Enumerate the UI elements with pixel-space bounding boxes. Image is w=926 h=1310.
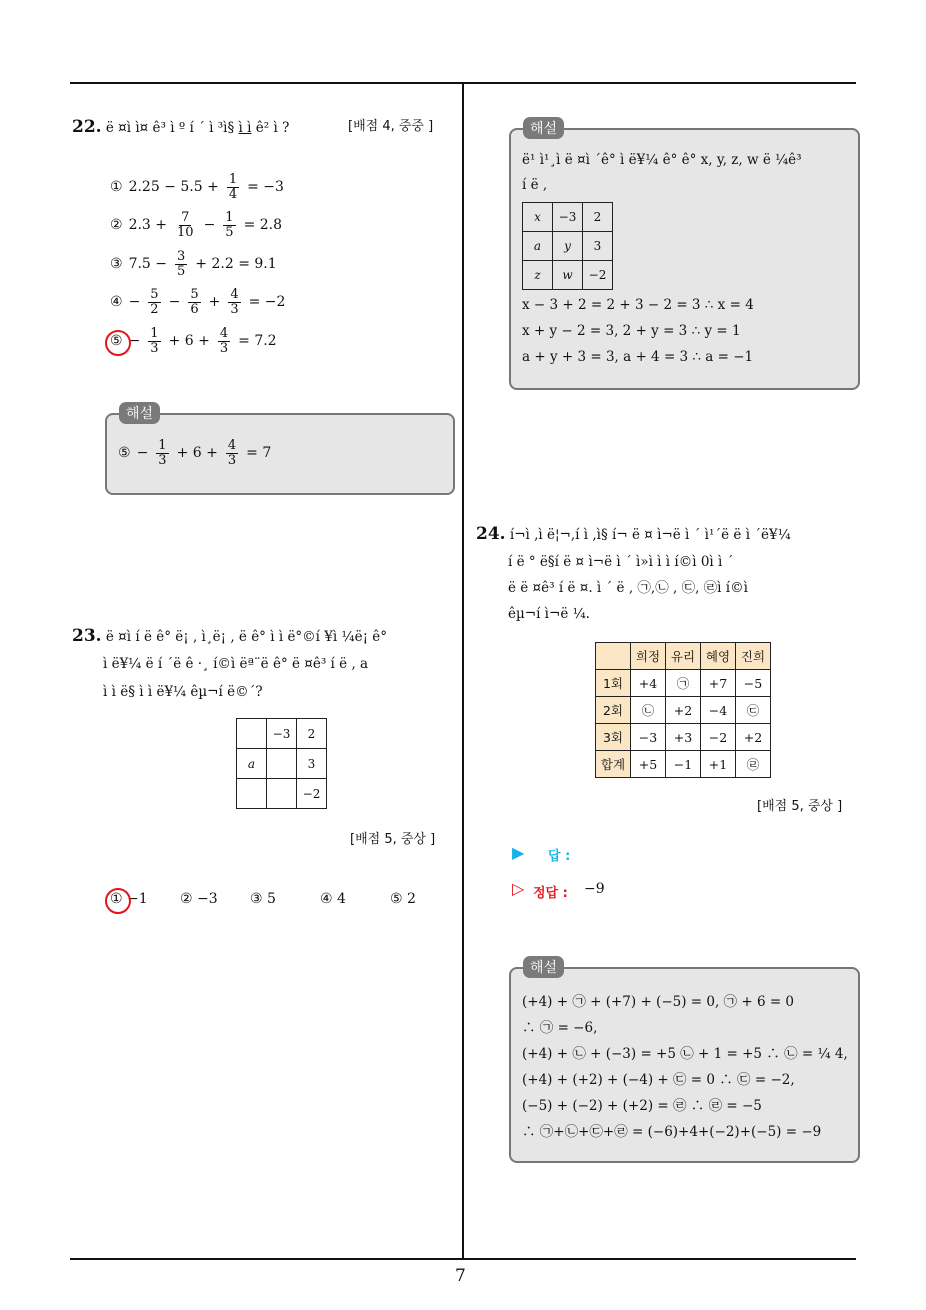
sol23-grid: x −3 2 a y 3 z w −2 xyxy=(522,202,613,290)
q22-solution: ⑤ − $\frac{1}{3}$ + 6 + $\frac{4}{3}$ = 7 xyxy=(118,437,272,468)
sol23-eq-3: a + y + 3 = 3, a + 4 = 3 ∴ a = −1 xyxy=(522,349,754,365)
q24-number: 24. xyxy=(476,524,506,544)
q22-text-end: ê² ì ? xyxy=(255,120,290,136)
fraction: $\frac{5}{2}$ xyxy=(150,286,159,317)
sol24-line-2: ∴ ㉠ = −6, xyxy=(522,1020,598,1036)
fraction: $\frac{1}{3}$ xyxy=(150,325,159,356)
fraction: $\frac{5}{6}$ xyxy=(190,286,199,317)
q22-choice-4[interactable]: ④ − $\frac{5}{2}$ − $\frac{5}{6}$ + $\frac{4}{3}$ = −2 xyxy=(110,286,286,317)
triangle-outline-icon: ▷ xyxy=(512,879,525,898)
q23-choice-3[interactable]: ③ 5 xyxy=(250,891,276,907)
bottom-rule xyxy=(70,1258,856,1260)
q24-score-table xyxy=(595,642,771,778)
q23-line-3: ì ì ë§ ì ì ë¥¼ êµ¬í ë©´? xyxy=(103,684,263,700)
q24-line-4: êµ¬í ì¬ë ¼. xyxy=(508,606,590,622)
sol23-line-2: í ë , xyxy=(522,177,548,193)
sol23-eq-1: x − 3 + 2 = 2 + 3 − 2 = 3 ∴ x = 4 xyxy=(522,297,754,313)
q24-score: [배점 5, 중상 ] xyxy=(757,799,843,814)
answer-circle-mark xyxy=(105,888,131,914)
q23-number: 23. xyxy=(72,626,102,646)
q22-choice-5[interactable]: ⑤ − $\frac{1}{3}$ + 6 + $\frac{4}{3}$ = 7.2 xyxy=(110,325,277,356)
table-row: 2회 ㉡ +2 −4 ㉢ xyxy=(596,697,771,724)
fraction: $\frac{4}{3}$ xyxy=(227,437,237,468)
q23-choice-5[interactable]: ⑤ 2 xyxy=(390,891,416,907)
q23-choice-1[interactable]: ① −1 xyxy=(110,891,148,907)
q22-solution-tag: 해설 xyxy=(119,402,160,424)
sol23-eq-2: x + y − 2 = 3, 2 + y = 3 ∴ y = 1 xyxy=(522,323,741,339)
sol23-line-1: ë¹ ì¹¸ì ë ¤ì ´ê° ì ë¥¼ ê° ê° x, y, z, w ë ¼ê³ xyxy=(522,152,802,168)
q22-question xyxy=(72,113,289,142)
fraction: $\frac{1}{5}$ xyxy=(225,209,234,240)
table-header-row: 희정 유리 혜영 진희 xyxy=(596,643,771,670)
fraction: $\frac{1}{3}$ xyxy=(158,437,167,468)
q22-text: ë ¤ì ì¤ ê³ ì º í ´ ì ³ì§ xyxy=(105,120,239,136)
q22-number: 22. xyxy=(72,117,102,137)
sol24-line-3: (+4) + ㉡ + (−3) = +5 ㉡ + 1 = +5 ∴ ㉡ = ¼ 4, xyxy=(522,1046,848,1062)
fraction: $\frac{3}{5}$ xyxy=(177,248,186,279)
fraction: $\frac{7}{10}$ xyxy=(177,209,194,240)
sol24-line-5: (−5) + (−2) + (+2) = ㉣ ∴ ㉣ = −5 xyxy=(522,1098,762,1114)
fraction: $\frac{1}{4}$ xyxy=(228,171,238,202)
correct-answer-value: −9 xyxy=(584,881,605,897)
sol24-line-1: (+4) + ㉠ + (+7) + (−5) = 0, ㉠ + 6 = 0 xyxy=(522,994,795,1010)
sol24-line-6: ∴ ㉠+㉡+㉢+㉣ = (−6)+4+(−2)+(−5) = −9 xyxy=(522,1124,822,1140)
fraction: $\frac{4}{3}$ xyxy=(230,286,239,317)
q23-grid: −3 2 a 3 −2 xyxy=(236,718,327,809)
correct-answer-label: 정답 : xyxy=(533,886,568,901)
q22-score: [배점 4, 중중 ] xyxy=(348,119,434,134)
play-triangle-icon: ▶ xyxy=(512,843,525,862)
page-number: 7 xyxy=(455,1266,466,1286)
table-row: 3회 −3 +3 −2 +2 xyxy=(596,724,771,751)
q22-choice-1[interactable]: ① 2.25 − 5.5 + $\frac{1}{4}$ = −3 xyxy=(110,171,284,202)
q22-choice-2[interactable]: ② 2.3 + $\frac{7}{10}$ − $\frac{1}{5}$ = 2.8 xyxy=(110,209,283,240)
table-row: 합계 +5 −1 +1 ㉣ xyxy=(596,751,771,778)
q24-solution-tag: 해설 xyxy=(523,956,564,978)
q23-line-2: ì ë¥¼ ë í ´ë ê ·¸ í©ì ëª¨ë ê° ë ¤ê³ í ë , a xyxy=(103,656,369,672)
q24-question xyxy=(476,520,791,549)
sol24-line-4: (+4) + (+2) + (−4) + ㉢ = 0 ∴ ㉢ = −2, xyxy=(522,1072,795,1088)
q24-line-2: í ë ° ë§í ë ¤ ì¬ë ì ´ ì»ì ì ì í©ì 0ì ì ´ xyxy=(508,554,734,570)
answer-circle-mark xyxy=(105,330,131,356)
q24-line-3: ë ë ¤ê³ í ë ¤. ì ´ ë , ㉠,㉡ , ㉢, ㉣ì í©ì xyxy=(508,580,748,596)
q24-line-1: í¬ì ,ì ë¦¬,í ì ,ì§ í¬ ë ¤ ì¬ë ì ´ ì¹´ë ë ì ´ë¥¼ xyxy=(509,527,791,543)
q22-choice-3[interactable]: ③ 7.5 − $\frac{3}{5}$ + 2.2 = 9.1 xyxy=(110,248,277,279)
q23-question xyxy=(72,622,387,651)
q23-choice-4[interactable]: ④ 4 xyxy=(320,891,346,907)
q23-solution-tag: 해설 xyxy=(523,117,564,139)
q22-underlined: ì ì xyxy=(238,120,252,136)
q23-choice-2[interactable]: ② −3 xyxy=(180,891,218,907)
q23-score: [배점 5, 중상 ] xyxy=(350,832,436,847)
q23-line-1: ë ¤ì í ë ê° ë¡ , ì¸ë¡ , ë ê° ì ì ë°©í ¥ì ¼ë¡ ê° xyxy=(105,629,388,645)
table-row: 1회 +4 ㉠ +7 −5 xyxy=(596,670,771,697)
answer-label: 답 : xyxy=(548,849,571,864)
column-divider xyxy=(462,83,464,1259)
fraction: $\frac{4}{3}$ xyxy=(219,325,229,356)
